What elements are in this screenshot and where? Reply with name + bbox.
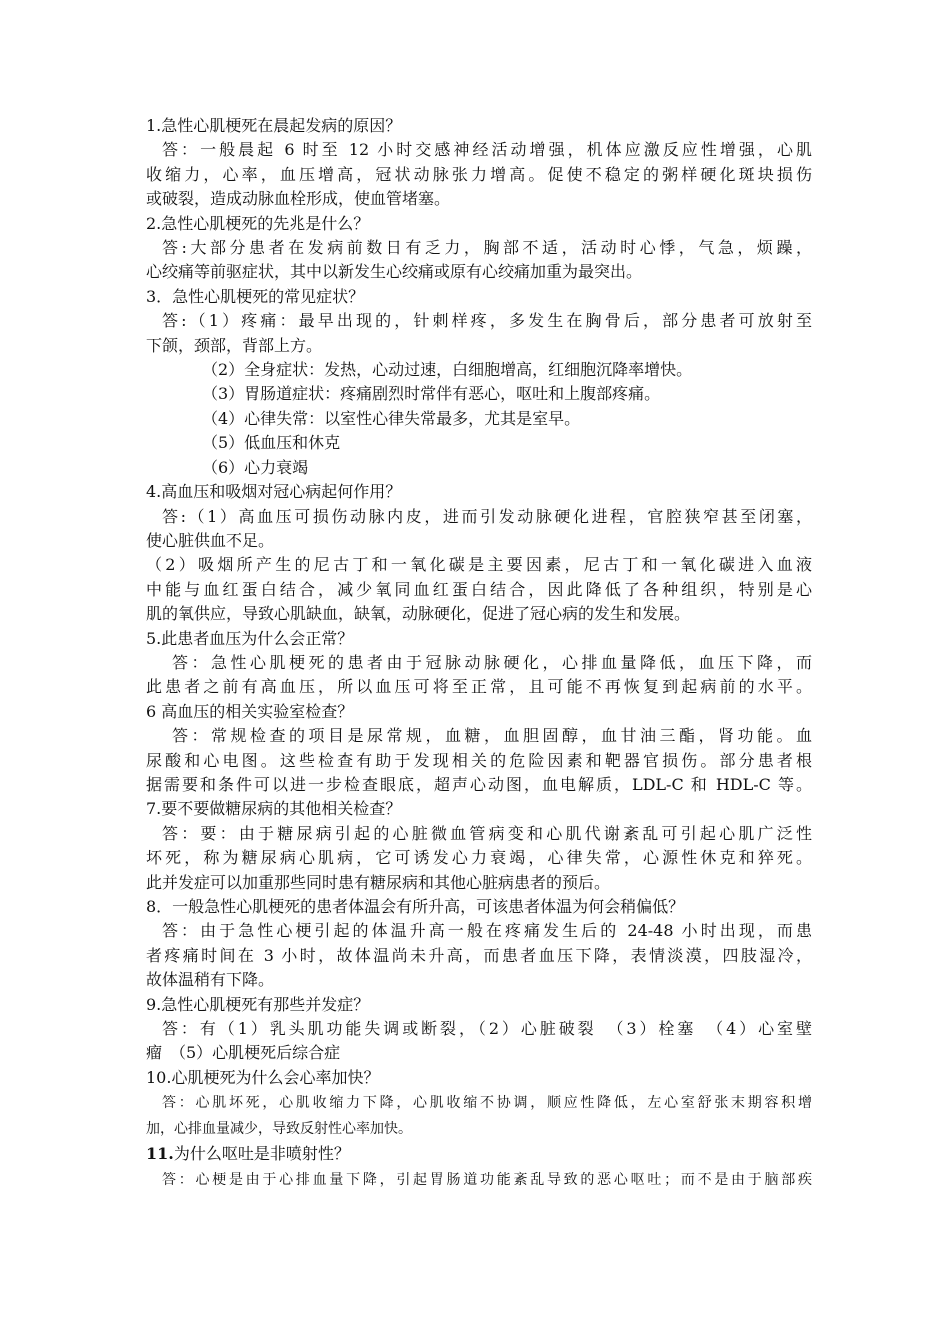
text-line: 下颌，颈部，背部上方。 [146, 335, 323, 355]
text-line: （3）胃肠道症状：疼痛剧烈时常伴有恶心，呕吐和上腹部疼痛。 [202, 384, 661, 404]
text-line: 答:（1）疼痛：最早出现的，针刺样疼，多发生在胸骨后，部分患者可放射至 [162, 311, 812, 331]
text-line: （5）低血压和休克 [202, 433, 341, 453]
text-line: 肌的氧供应，导致心肌缺血，缺氧，动脉硬化，促进了冠心病的发生和发展。 [146, 604, 691, 624]
text-line: 答：心肌坏死，心肌收缩力下降，心肌收缩不协调，顺应性降低，左心室舒张末期容积增 [162, 1095, 812, 1112]
text-line: 尿酸和心电图。这些检查有助于发现相关的危险因素和靶器官损伤。部分患者根 [146, 750, 812, 770]
question-heading: 6 高血压的相关实验室检查？ [146, 701, 354, 721]
text-line: 心绞痛等前驱症状，其中以新发生心绞痛或原有心绞痛加重为最突出。 [146, 262, 643, 282]
text-line: （4）心律失常：以室性心律失常最多，尤其是室早。 [202, 408, 581, 428]
text-line: 答:（1）高血压可损伤动脉内皮，进而引发动脉硬化进程，官腔狭窄甚至闭塞， [162, 506, 812, 526]
text-line: 据需要和条件可以进一步检查眼底，超声心动图，血电解质，LDL-C 和 HDL-C 等。 [146, 774, 812, 794]
question-heading: 3．急性心肌梗死的常见症状？ [146, 286, 365, 306]
text-line: 答：一般晨起 6 时至 12 小时交感神经活动增强，机体应激反应性增强，心肌 [162, 140, 812, 160]
text-line: 此并发症可以加重那些同时患有糖尿病和其他心脏病患者的预后。 [146, 872, 611, 892]
text-line: 答：急性心肌梗死的患者由于冠脉动脉硬化，心排血量降低，血压下降，而 [172, 652, 812, 672]
question-heading [146, 1142, 812, 1166]
text-line: （2）吸烟所产生的尼古丁和一氧化碳是主要因素，尼古丁和一氧化碳进入血液 [146, 555, 812, 575]
question-heading: 10.心肌梗死为什么会心率加快？ [146, 1067, 380, 1087]
text-line: 坏死，称为糖尿病心肌病，它可诱发心力衰竭，心律失常，心源性休克和猝死。 [146, 848, 812, 868]
text-line: 答：由于急性心梗引起的体温升高一般在疼痛发生后的 24-48 小时出现，而患 [162, 921, 812, 941]
question-heading: 8．一般急性心肌梗死的患者体温会有所升高，可该患者体温为何会稍偏低？ [146, 897, 685, 916]
text-line: 收缩力，心率，血压增高，冠状动脉张力增高。促使不稳定的粥样硬化斑块损伤 [146, 164, 812, 184]
text-line: 故体温稍有下降。 [146, 970, 275, 990]
question-text: 为什么呕吐是非喷射性？ [173, 1144, 350, 1164]
text-line: 中能与血红蛋白结合，减少氧同血红蛋白结合，因此降低了各种组织，特别是心 [146, 579, 812, 599]
text-line: 瘤 （5）心肌梗死后综合症 [146, 1043, 341, 1063]
question-heading: 7.要不要做糖尿病的其他相关检查？ [146, 799, 402, 819]
text-line: 答:大部分患者在发病前数日有乏力，胸部不适，活动时心悸，气急，烦躁， [162, 238, 812, 258]
document-page [146, 114, 812, 1193]
text-line: 使心脏供血不足。 [146, 530, 275, 550]
question-heading: 1.急性心肌梗死在晨起发病的原因？ [146, 116, 402, 135]
question-heading: 5.此患者血压为什么会正常？ [146, 628, 354, 648]
text-line: 者疼痛时间在 3 小时，故体温尚未升高，而患者血压下降，表情淡漠，四肢湿冷， [146, 945, 812, 965]
question-heading: 9.急性心肌梗死有那些并发症？ [146, 994, 370, 1014]
text-line: 答：要：由于糖尿病引起的心脏微血管病变和心肌代谢紊乱可引起心肌广泛性 [162, 823, 812, 843]
text-line: （6）心力衰竭 [202, 457, 309, 477]
question-heading: 4.高血压和吸烟对冠心病起何作用？ [146, 482, 402, 502]
text-line: 加，心排血量减少，导致反射性心率加快。 [146, 1121, 412, 1138]
text-line: 此患者之前有高血压，所以血压可将至正常，且可能不再恢复到起病前的水平。 [146, 677, 812, 697]
text-line: 答：心梗是由于心排血量下降，引起胃肠道功能紊乱导致的恶心呕吐；而不是由于脑部疾 [162, 1171, 812, 1188]
text-line: （2）全身症状：发热，心动过速，白细胞增高，红细胞沉降率增快。 [202, 360, 693, 380]
text-line: 答：常规检查的项目是尿常规，血糖，血胆固醇，血甘油三酯，肾功能。血 [172, 726, 812, 746]
question-number: 11. [146, 1144, 174, 1164]
question-heading: 2.急性心肌梗死的先兆是什么？ [146, 213, 370, 233]
text-line: 或破裂，造成动脉血栓形成，使血管堵塞。 [146, 189, 451, 209]
text-line: 答：有（1）乳头肌功能失调或断裂，（2）心脏破裂 （3）栓塞 （4）心室壁 [162, 1019, 812, 1039]
